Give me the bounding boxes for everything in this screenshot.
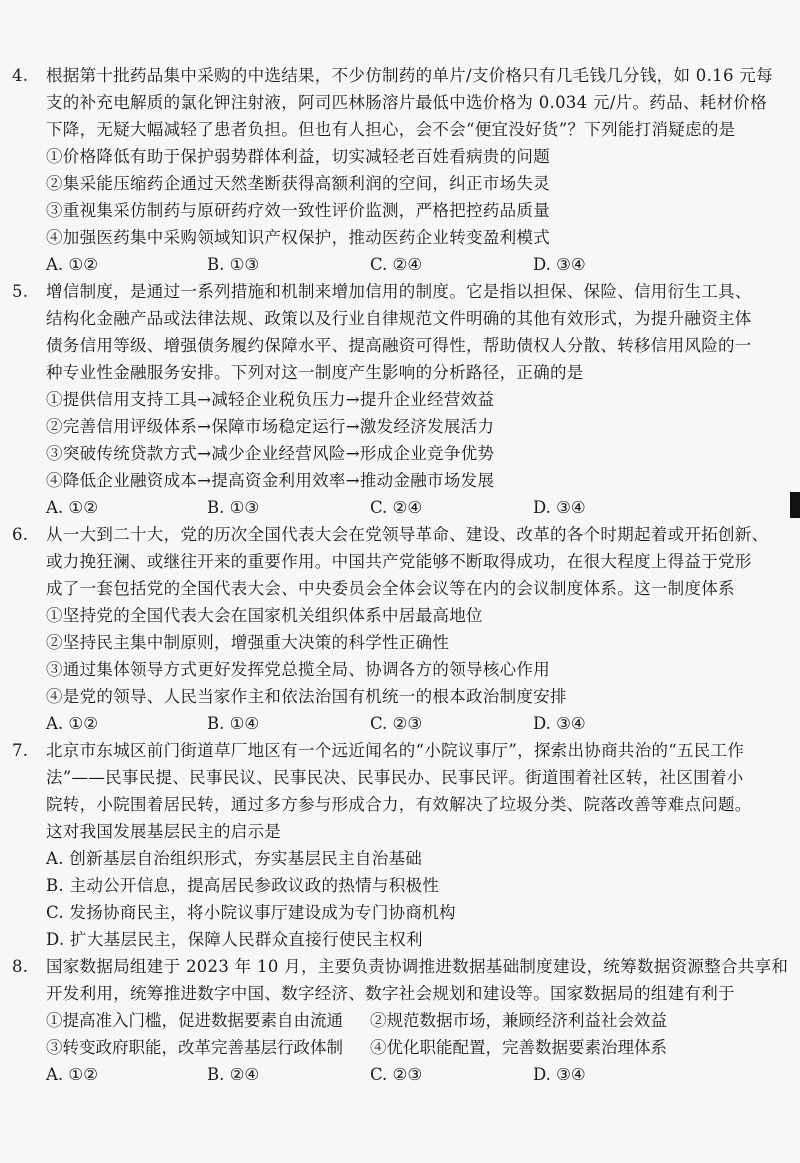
question-number: 4. bbox=[12, 66, 29, 85]
statement-item: ①提供信用支持工具→减轻企业税负压力→提升企业经营效益 bbox=[46, 390, 495, 409]
stem-text: 国家数据局组建于 2023 年 10 月，主要负责协调推进数据基础制度建设，统筹数据资源整合共享和 bbox=[46, 957, 789, 976]
stem-text: 北京市东城区前门街道草厂地区有一个远近闻名的“小院议事厅”，探索出协商共治的“五民工作 bbox=[46, 741, 745, 760]
option-c[interactable]: C. ②③ bbox=[370, 1065, 423, 1084]
option-c[interactable]: C. ②④ bbox=[370, 498, 423, 517]
question-number: 8. bbox=[12, 957, 29, 976]
option-b[interactable]: B. ①③ bbox=[207, 255, 260, 274]
statement-item: ④优化职能配置，完善数据要素治理体系 bbox=[370, 1038, 667, 1057]
option-a[interactable]: A. 创新基层自治组织形式，夯实基层民主自治基础 bbox=[46, 849, 423, 868]
question-stem-line: 成了一套包括党的全国代表大会、中央委员会全体会议等在内的会议制度体系。这一制度体系 bbox=[46, 579, 735, 598]
option-d[interactable]: D. ③④ bbox=[533, 498, 586, 517]
statement-item: ①价格降低有助于保护弱势群体利益，切实减轻老百姓看病贵的问题 bbox=[46, 147, 550, 166]
option-b[interactable]: B. 主动公开信息，提高居民参政议政的热情与积极性 bbox=[46, 876, 440, 895]
statement-item: ④加强医药集中采购领域知识产权保护，推动医药企业转变盈利模式 bbox=[46, 228, 550, 247]
statement-item: ④降低企业融资成本→提高资金利用效率→推动金融市场发展 bbox=[46, 471, 495, 490]
question-stem-line bbox=[0, 953, 800, 980]
statement-item: ②规范数据市场，兼顾经济利益社会效益 bbox=[370, 1011, 667, 1030]
statement-row bbox=[0, 1034, 800, 1061]
statement-item: ④是党的领导、人民当家作主和依法治国有机统一的根本政治制度安排 bbox=[46, 687, 567, 706]
option-a[interactable]: A. ①② bbox=[46, 714, 98, 733]
question-stem-line: 种专业性金融服务安排。下列对这一制度产生影响的分析路径，正确的是 bbox=[46, 363, 584, 382]
option-d[interactable]: D. 扩大基层民主，保障人民群众直接行使民主权利 bbox=[46, 930, 423, 949]
question-number: 7. bbox=[12, 741, 29, 760]
option-d[interactable]: D. ③④ bbox=[533, 255, 586, 274]
question-number: 6. bbox=[12, 525, 29, 544]
question-stem-line bbox=[0, 737, 800, 764]
option-d[interactable]: D. ③④ bbox=[533, 1065, 586, 1084]
question-stem-line: 这对我国发展基层民主的启示是 bbox=[46, 822, 282, 841]
question-stem-line bbox=[0, 278, 800, 305]
statement-item: ①坚持党的全国代表大会在国家机关组织体系中居最高地位 bbox=[46, 606, 483, 625]
option-c[interactable]: C. 发扬协商民主，将小院议事厅建设成为专门协商机构 bbox=[46, 903, 456, 922]
question-5 bbox=[0, 278, 800, 521]
statement-item: ③转变政府职能，改革完善基层行政体制 bbox=[46, 1038, 343, 1057]
stem-text: 根据第十批药品集中采购的中选结果，不少仿制药的单片/支价格只有几毛钱几分钱，如 0.16 元每 bbox=[46, 66, 773, 85]
question-stem-line: 院转，小院围着居民转，通过多方参与形成合力，有效解决了垃圾分类、院落改善等难点问题。 bbox=[46, 795, 752, 814]
question-8 bbox=[0, 953, 800, 1088]
option-b[interactable]: B. ②④ bbox=[207, 1065, 260, 1084]
option-a[interactable]: A. ①② bbox=[46, 1065, 98, 1084]
option-c[interactable]: C. ②④ bbox=[370, 255, 423, 274]
question-stem-line bbox=[0, 62, 800, 89]
question-stem-line: 或力挽狂澜、或继往开来的重要作用。中国共产党能够不断取得成功，在很大程度上得益于党形 bbox=[46, 552, 752, 571]
statement-item: ②完善信用评级体系→保障市场稳定运行→激发经济发展活力 bbox=[46, 417, 495, 436]
statement-item: ③通过集体领导方式更好发挥党总揽全局、协调各方的领导核心作用 bbox=[46, 660, 550, 679]
statement-item: ②集采能压缩药企通过天然垄断获得高额利润的空间，纠正市场失灵 bbox=[46, 174, 550, 193]
question-stem-line bbox=[0, 521, 800, 548]
option-b[interactable]: B. ①④ bbox=[207, 714, 260, 733]
option-b[interactable]: B. ①③ bbox=[207, 498, 260, 517]
answer-options bbox=[0, 710, 800, 737]
question-4 bbox=[0, 62, 800, 278]
statement-item: ②坚持民主集中制原则，增强重大决策的科学性正确性 bbox=[46, 633, 450, 652]
option-a[interactable]: A. ①② bbox=[46, 255, 98, 274]
option-a[interactable]: A. ①② bbox=[46, 498, 98, 517]
exam-page bbox=[0, 62, 800, 1088]
question-number: 5. bbox=[12, 282, 29, 301]
statement-row bbox=[0, 1007, 800, 1034]
scan-edge-mark bbox=[790, 492, 800, 518]
statement-item: ③重视集采仿制药与原研药疗效一致性评价监测，严格把控药品质量 bbox=[46, 201, 550, 220]
stem-text: 从一大到二十大，党的历次全国代表大会在党领导革命、建设、改革的各个时期起着或开拓创新、 bbox=[46, 525, 769, 544]
question-7 bbox=[0, 737, 800, 953]
answer-options bbox=[0, 1061, 800, 1088]
question-stem-line: 结构化金融产品或法律法规、政策以及行业自律规范文件明确的其他有效形式，为提升融资主体 bbox=[46, 309, 752, 328]
question-stem-line: 法”——民事民提、民事民议、民事民决、民事民办、民事民评。街道围着社区转，社区围着小 bbox=[46, 768, 744, 787]
question-stem-line: 开发利用，统筹推进数字中国、数字经济、数字社会规划和建设等。国家数据局的组建有利于 bbox=[46, 984, 735, 1003]
question-stem-line: 下降，无疑大幅减轻了患者负担。但也有人担心，会不会“便宜没好货”？下列能打消疑虑的是 bbox=[46, 120, 736, 139]
question-stem-line: 支的补充电解质的氯化钾注射液，阿司匹林肠溶片最低中选价格为 0.034 元/片。药品、耗材价格 bbox=[46, 93, 767, 112]
question-stem-line: 债务信用等级、增强债务履约保障水平、提高融资可得性，帮助债权人分散、转移信用风险的一 bbox=[46, 336, 752, 355]
answer-options bbox=[0, 251, 800, 278]
answer-options bbox=[0, 494, 800, 521]
stem-text: 增信制度，是通过一系列措施和机制来增加信用的制度。它是指以担保、保险、信用衍生工具、 bbox=[46, 282, 752, 301]
option-d[interactable]: D. ③④ bbox=[533, 714, 586, 733]
question-6 bbox=[0, 521, 800, 737]
statement-item: ③突破传统贷款方式→减少企业经营风险→形成企业竞争优势 bbox=[46, 444, 495, 463]
option-c[interactable]: C. ②③ bbox=[370, 714, 423, 733]
statement-item: ①提高准入门槛，促进数据要素自由流通 bbox=[46, 1011, 343, 1030]
